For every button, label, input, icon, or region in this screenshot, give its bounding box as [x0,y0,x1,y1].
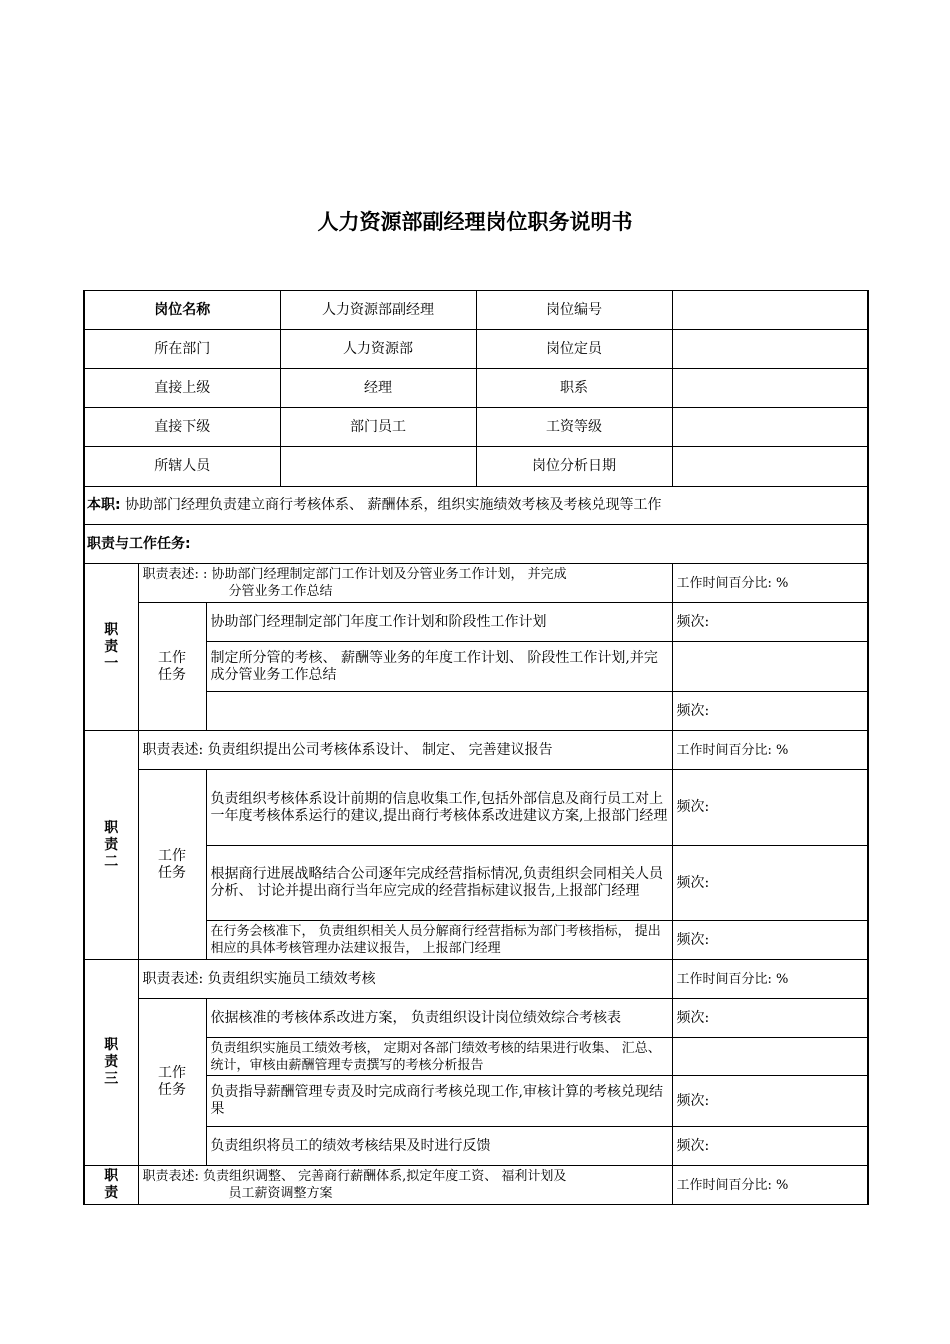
duty3-task2-frequency [672,1038,868,1076]
duty3-task4: 负责组织将员工的绩效考核结果及时进行反馈 [206,1127,672,1166]
duty4-time-percent: 工作时间百分比: % [672,1166,868,1205]
duty3-statement: 职责表述: 负责组织实施员工绩效考核 [138,960,672,999]
duty2-time-percent: 工作时间百分比: % [672,731,868,770]
info-row [84,447,868,487]
duty1-time-percent: 工作时间百分比: % [672,564,868,603]
duty-summary-label: 本职: [87,497,121,513]
duty1-statement: 职责表述: : 协助部门经理制定部门工作计划及分管业务工作计划， 并完成 分管业务工作总结 [138,564,672,603]
duty3-time-percent: 工作时间百分比: % [672,960,868,999]
superior-value: 经理 [280,369,476,408]
duty1-task1: 协助部门经理制定部门年度工作计划和阶段性工作计划 [206,603,672,642]
position-code-value [672,291,868,330]
duty1-task2-frequency [672,642,868,692]
duty3-task3: 负责指导薪酬管理专责及时完成商行考核兑现工作,审核计算的考核兑现结果 [206,1076,672,1127]
department-label: 所在部门 [84,330,280,369]
duty1-task-label: 工作 任务 [138,603,206,731]
duty1-name: 职 责 一 [84,564,138,731]
duties-heading-row [84,525,868,564]
job-family-label: 职系 [476,369,672,408]
duty1-task3-frequency: 频次: [672,692,868,731]
duty2-statement: 职责表述: 负责组织提出公司考核体系设计、 制定、 完善建议报告 [138,731,672,770]
position-name-value: 人力资源部副经理 [280,291,476,330]
duty1-task2: 制定所分管的考核、 薪酬等业务的年度工作计划、 阶段性工作计划,并完成分管业务工作总结 [206,642,672,692]
duty2-task2: 根据商行进展战略结合公司逐年完成经营指标情况,负责组织会同相关人员分析、 讨论并提出商行当年应完成的经营指标建议报告,上报部门经理 [206,846,672,921]
department-value: 人力资源部 [280,330,476,369]
duty2-name: 职 责 二 [84,731,138,960]
duty3-task-label: 工作 任务 [138,999,206,1166]
analysis-date-label: 岗位分析日期 [476,447,672,487]
headcount-label: 岗位定员 [476,330,672,369]
duty2-task-row [84,770,868,846]
duty2-statement-row [84,731,868,770]
managed-staff-value [280,447,476,487]
salary-grade-value [672,408,868,447]
duty4-name: 职 责 [84,1166,138,1205]
duty3-task1: 依据核准的考核体系改进方案， 负责组织设计岗位绩效综合考核表 [206,999,672,1038]
duty2-task3-frequency: 频次: [672,921,868,960]
superior-label: 直接上级 [84,369,280,408]
duty3-task4-frequency: 频次: [672,1127,868,1166]
duty-summary-text: 协助部门经理负责建立商行考核体系、 薪酬体系，组织实施绩效考核及考核兑现等工作 [125,497,662,513]
duty2-task2-frequency: 频次: [672,846,868,921]
duty4-statement: 职责表述: 负责组织调整、 完善商行薪酬体系,拟定年度工资、 福利计划及 员工薪资调整方案 [138,1166,672,1205]
duty3-task1-frequency: 频次: [672,999,868,1038]
duty2-task3: 在行务会核准下， 负责组织相关人员分解商行经营指标为部门考核指标， 提出相应的具体考核管理办法建议报告， 上报部门经理 [206,921,672,960]
analysis-date-value [672,447,868,487]
duty3-name: 职 责 三 [84,960,138,1166]
position-code-label: 岗位编号 [476,291,672,330]
duty3-task2: 负责组织实施员工绩效考核， 定期对各部门绩效考核的结果进行收集、 汇总、 统计，审核由薪酬管理专责撰写的考核分析报告 [206,1038,672,1076]
position-name-label: 岗位名称 [84,291,280,330]
duty3-statement-row [84,960,868,999]
salary-grade-label: 工资等级 [476,408,672,447]
duty1-task1-frequency: 频次: [672,603,868,642]
job-description-table [83,290,869,1205]
subordinate-value: 部门员工 [280,408,476,447]
info-row [84,330,868,369]
duty2-task-label: 工作 任务 [138,770,206,960]
duty3-task-row [84,999,868,1038]
info-row [84,369,868,408]
duties-heading: 职责与工作任务: [84,525,868,564]
duty4-statement-row [84,1166,868,1205]
duty-summary [84,487,868,525]
page-title: 人力资源部副经理岗位职务说明书 [317,210,633,234]
duty2-task1-frequency: 频次: [672,770,868,846]
duty1-task-row [84,603,868,642]
subordinate-label: 直接下级 [84,408,280,447]
duty-summary-row [84,487,868,525]
managed-staff-label: 所辖人员 [84,447,280,487]
info-row [84,291,868,330]
duty3-task3-frequency: 频次: [672,1076,868,1127]
duty1-task3 [206,692,672,731]
headcount-value [672,330,868,369]
info-row [84,408,868,447]
job-family-value [672,369,868,408]
duty1-statement-row [84,564,868,603]
duty2-task1: 负责组织考核体系设计前期的信息收集工作,包括外部信息及商行员工对上一年度考核体系运行的建议,提出商行考核体系改进建议方案,上报部门经理 [206,770,672,846]
